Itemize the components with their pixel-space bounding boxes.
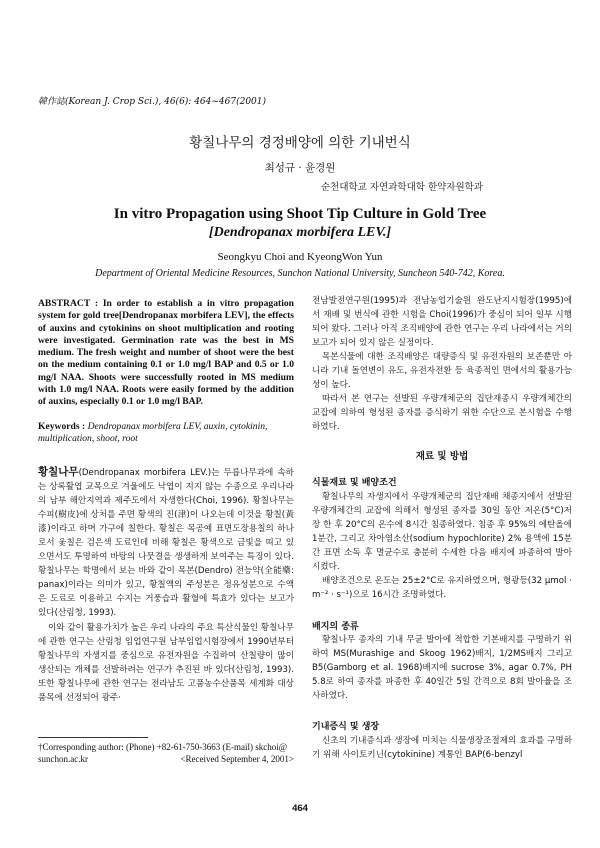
english-authors: Seongkyu Choi and KyeongWon Yun: [217, 251, 383, 263]
medium-paragraph-1: 황칠나무 종자의 기내 무균 발아에 적합한 기본배지를 구명하기 위하여 MS(Murashige and Skoog 1962)배지, 1/2MS배지 그리고 B5(Gamborg et al. 1968)배지에 sucrose 3%, agar 0.7%, PH 5.8로 하여 종자를 파종한 후 40일간 5일 간격으로 8회 발아율을 조사하였다.: [312, 635, 572, 702]
keywords-label: Keywords :: [38, 421, 86, 432]
korean-title: 황칠나무의 경정배양에 의한 기내번식: [189, 135, 411, 151]
right-paragraph-1: 전남발전연구원(1995)과 전남농업기술원 완도난지시험장(1995)에서 재배 및 번식에 관한 시험을 Choi(1996)가 중심이 되어 일부 시행되어 왔다. 그러나 아직 조직배양에 관한 연구는 우리 나라에서는 거의 보고가 되어 있지 않은 실정이다.: [312, 296, 572, 349]
english-title-line2: [Dendropanax morbifera LEV.]: [208, 225, 392, 240]
abstract-text: In order to establish a in vitro propagation system for gold tree[Dendropanax morbifera LEV], the effects of auxins and cytokinins on shoot multiplication and rooting were investigated. Germination rate was the best in MS medium. The fresh weight and number of shoot were the best on the medium containing 0.1 or 1.0 mg/l BAP and 0.5 or 1.0 mg/l NAA. Shoots were successfully rooted in MS medium with 1.0 mg/l NAA. Roots were easily formed by the addition of auxins, especially 0.1 or 1.0 mg/l BAP.: [38, 298, 295, 408]
footnote: [38, 741, 294, 765]
footnote-received: <Received September 4, 2001>: [180, 754, 294, 764]
footnote-divider: [38, 737, 148, 738]
keywords-text: Dendropanax morbifera LEV, auxin, cytokinin, multiplication, shoot, root: [38, 421, 268, 445]
intro-first-word: 황칠나무: [38, 466, 79, 478]
intro-p1-text: (Dendropanax morbifera LEV.)는 두릅나무과에 속하는 상록활엽 교목으로 겨울에도 낙엽이 지지 않는 수종으로 우리나라의 남부 해안지역과 제주도에서 자생한다(Choi, 1996). 황칠나무는 수피(樹皮)에 상처를 주면 황색의 진(津)이 나오는데 이것을 황칠(黃漆)이라고 하며 가구에 칠한다. 황칠은 목공예 표면도장용칠의 하나로서 옻칠은 검은색 도료인데 비해 황칠은 황색으로 금빛을 띠고 있으면서도 투명하여 바탕의 나뭇결을 생생하게 보여주는 특징이 있다. 황칠나무는 학명에서 보는 바와 같이 목본(Dendro) 전능약(全能藥: panax)이라는 의미가 있고, 황칠액의 주성분은 정유성분으로 수액은 도료로 이용하고 수지는 거풍습과 활혈에 특효가 있다는 보고가 있다(산림청, 1993).: [38, 468, 294, 619]
growth-paragraph-1: 신초의 기내증식과 생장에 미치는 식물생장조절제의 효과를 구명하기 위해 사이토키닌(cytokinine) 계통인 BAP(6-benzyl: [312, 736, 572, 761]
abstract: [38, 298, 294, 409]
footnote-email: sunchon.ac.kr: [38, 754, 88, 764]
english-title-line1: In vitro Propagation using Shoot Tip Culture in Gold Tree: [113, 206, 487, 222]
abstract-label: ABSTRACT :: [38, 298, 99, 309]
keywords: [38, 421, 294, 446]
subheading-medium: 배지의 종류: [312, 622, 359, 632]
section-heading-methods: 재료 및 방법: [415, 451, 469, 462]
english-department: Department of Oriental Medicine Resources, Sunchon National University, Suncheon 540-742, Korea.: [95, 268, 505, 279]
footnote-corresponding: †Corresponding author: (Phone) +82-61-750-3663 (E-mail) skchoi@: [38, 742, 288, 752]
subheading-material: 식물재료 및 배양조건: [312, 478, 397, 488]
intro-continued: [312, 294, 572, 434]
material-section: [312, 490, 572, 602]
medium-section: [312, 633, 572, 703]
right-paragraph-2: 목본식물에 대한 조직배양은 대량증식 및 유전자원의 보존뿐만 아니라 기내 돌연변이 유도, 유전자전환 등 육종적인 면에서의 활용가능성이 높다.: [312, 352, 572, 391]
korean-affiliation: 순천대학교 자연과학대학 한약자원학과: [320, 182, 484, 193]
growth-section: [312, 734, 572, 762]
journal-citation: 韓作誌(Korean J. Crop Sci.), 46(6): 464~467(2001): [38, 97, 267, 107]
material-paragraph-2: 배양조건으로 온도는 25±2°C로 유지하였으며, 형광등(32 μmol · m⁻² · s⁻¹)으로 16시간 조명하였다.: [312, 576, 572, 601]
right-paragraph-3: 따라서 본 연구는 선발된 우량개체군의 집단재종시 우량개체간의 교잡에 의하여 형성된 종자를 증식하기 위한 수단으로 본시험을 수행하였다.: [312, 394, 572, 433]
intro-paragraph-1: [38, 465, 294, 621]
intro-paragraph-2: 이와 같이 활용가치가 높은 우리 나라의 주요 특산식물인 황칠나무에 관한 연구는 산림청 임업연구원 남부임업시험장에서 1990년부터 황칠나무의 자생지를 중심으로 유전자원을 수집하여 산칠량이 많이 생산되는 개체를 선발하려는 연구가 추진된 바 있다(산림청, 1993). 또한 황칠나무에 관한 연구는 전라남도 고품농수산품목 세계화 대상품목에 선정되어 광주·: [38, 622, 294, 703]
introduction: [38, 465, 294, 705]
subheading-growth: 기내증식 및 생장: [312, 722, 380, 732]
korean-authors: 최성규 · 윤경원: [264, 162, 336, 174]
page-number: 464: [292, 803, 308, 814]
material-paragraph-1: 황칠나무의 자생지에서 우량개체군의 집단재배 채종지에서 선발된 우량개체간의 교잡에 의해서 형성된 종자를 30일 동안 저온(5°C)저장 한 후 20°C의 온수에 8시간 침종하였다. 침종 후 95%의 에탄올에 1분간, 그리고 차아염소산(sodium hypochlorite) 2% 용액에 15분간 표면 소독 후 멸균수로 충분히 수세한 다음 배지에 파종하여 발아 시켰다.: [312, 492, 572, 573]
